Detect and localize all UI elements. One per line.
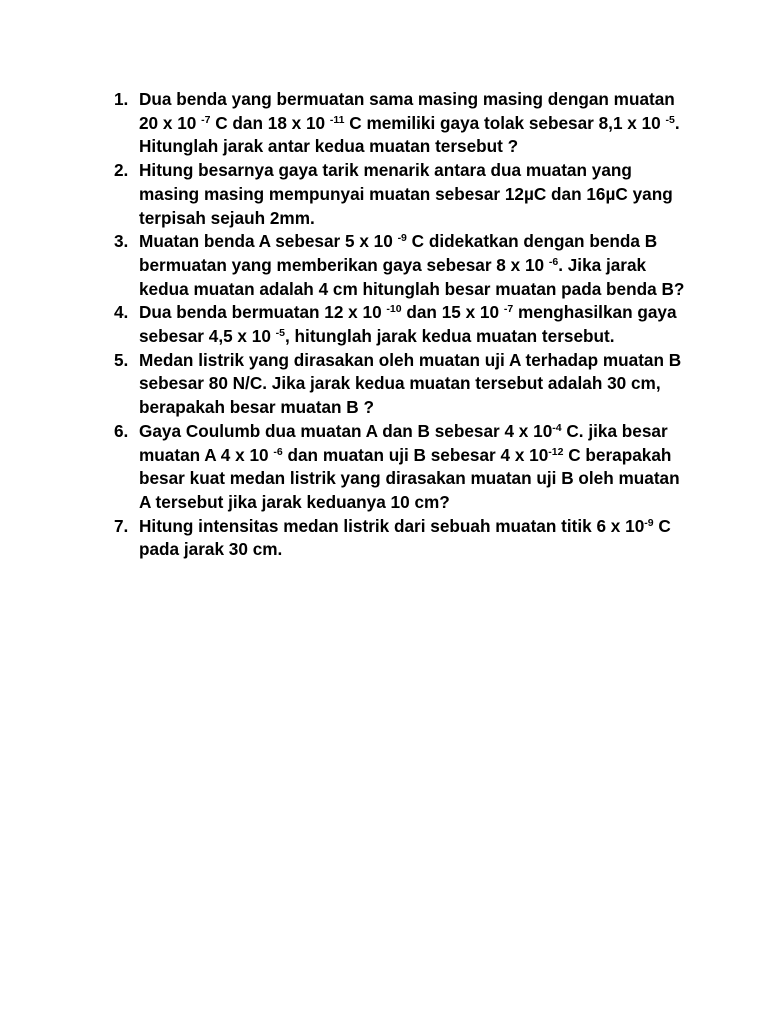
exponent: -6 <box>273 445 283 458</box>
text-run: C pada jarak 30 cm. <box>139 515 671 560</box>
exponent: -4 <box>552 421 562 434</box>
exponent: -12 <box>548 445 564 458</box>
text-run: C. jika besar muatan A 4 x 10 <box>139 420 668 465</box>
text-run: dan 15 x 10 <box>401 302 504 323</box>
question-text <box>139 89 680 156</box>
exponent: -9 <box>644 516 654 529</box>
text-run: dan muatan uji B sebesar 4 x 10 <box>282 444 549 465</box>
question-text <box>139 421 680 512</box>
text-run: C didekatkan dengan benda B bermuatan yang memberikan gaya sebesar 8 x 10 <box>139 231 658 275</box>
exponent: -5 <box>275 327 285 340</box>
exponent: -7 <box>201 113 211 126</box>
question-number: 6. <box>114 420 129 441</box>
exponent: -10 <box>386 303 402 316</box>
question-text <box>139 231 684 298</box>
text-run: Muatan benda A sebesar 5 x 10 <box>139 231 398 252</box>
text-run: C berapakah besar kuat medan listrik yang dirasakan muatan uji B oleh muatan A tersebut jika jarak keduanya 10 cm? <box>139 444 680 512</box>
text-run: Medan listrik yang dirasakan oleh muatan uji A terhadap muatan B sebesar 80 N/C. Jika jarak kedua muatan tersebut adalah 30 cm, berapakah besar muatan B ? <box>139 349 682 418</box>
question-item <box>106 230 686 301</box>
question-item <box>106 159 686 230</box>
question-item <box>106 420 686 515</box>
exponent: -9 <box>397 232 407 245</box>
text-run: Dua benda bermuatan 12 x 10 <box>139 302 387 323</box>
question-text <box>139 516 671 560</box>
question-number: 4. <box>114 302 129 323</box>
question-text <box>139 350 681 417</box>
question-text <box>139 160 673 227</box>
exponent: -5 <box>665 113 675 126</box>
question-item <box>106 515 686 562</box>
question-number: 5. <box>114 349 129 370</box>
text-run: Gaya Coulumb dua muatan A dan B sebesar 4 x 10 <box>139 420 553 441</box>
text-run: Hitung besarnya gaya tarik menarik antara dua muatan yang masing masing mempunyai muatan sebesar 12µC dan 16µC yang terpisah sejauh 2mm. <box>139 160 673 228</box>
exponent: -11 <box>329 113 345 126</box>
question-number: 7. <box>114 515 129 536</box>
question-list <box>106 88 686 562</box>
text-run: menghasilkan gaya sebesar 4,5 x 10 <box>139 302 677 347</box>
question-item <box>106 349 686 420</box>
question-item <box>106 88 686 159</box>
text-run: . Jika jarak kedua muatan adalah 4 cm hitunglah besar muatan pada benda B? <box>139 254 685 299</box>
exponent: -6 <box>548 255 559 268</box>
question-number: 1. <box>114 89 129 109</box>
text-run: Hitung intensitas medan listrik dari sebuah muatan titik 6 x 10 <box>139 515 645 536</box>
question-text <box>139 302 677 346</box>
text-run: Dua benda yang bermuatan sama masing masing dengan muatan 20 x 10 <box>139 89 675 133</box>
question-number: 3. <box>114 231 129 252</box>
question-number: 2. <box>114 160 129 181</box>
text-run: C dan 18 x 10 <box>210 112 330 133</box>
text-run: , hitunglah jarak kedua muatan tersebut. <box>285 326 615 347</box>
text-run: C memiliki gaya tolak sebesar 8,1 x 10 <box>344 112 666 133</box>
question-item <box>106 301 686 348</box>
exponent: -7 <box>503 303 514 316</box>
text-run: . Hitunglah jarak antar kedua muatan tersebut ? <box>139 112 680 157</box>
